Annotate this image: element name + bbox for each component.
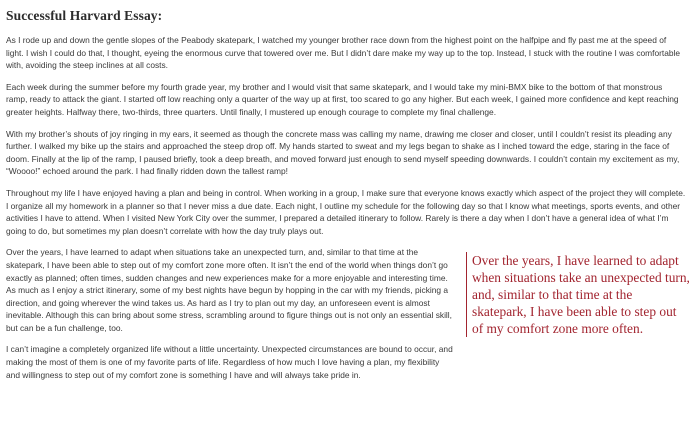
pull-quote-text: Over the years, I have learned to adapt when situations take an unexpected turn, and, similar to that time at the skatepark, I have been able to step out of my comfort zone more often. — [472, 253, 690, 337]
pull-quote — [466, 252, 690, 337]
essay-paragraph-3: With my brother’s shouts of joy ringing in my ears, it seemed as though the concrete mass was calling my name, drawing me closer and closer, until I couldn’t resist its pleading any further. I walked my bike up the stairs and approached the steep drop off. My hands started to sweat and my legs began to shake as I inched toward the edge, staring in the face of doom. Finally at the lip of the ramp, I paused briefly, took a deep breath, and moved forward just enough to send myself speeding downwards. I couldn’t contain my excitement as my, “Woooo!” echoed around the park. I had finally ridden down the tallest ramp! — [6, 128, 680, 177]
essay-paragraph-2: Each week during the summer before my fourth grade year, my brother and I would visit that same skatepark, and I would take my mini-BMX bike to the bottom of that monstrous ramp, ready to attack the giant. I started off low reaching only a quarter of the way up at first, too scared to go any higher. But each week, I gained more confidence and kept reaching greater heights. Halfway there, two-thirds, three quarters. Until finally, I mustered up enough courage to complete my final challenge. — [6, 81, 679, 117]
split-text-column — [6, 246, 454, 390]
essay-paragraph-1: As I rode up and down the gentle slopes of the Peabody skatepark, I watched my younger brother race down from the highest point on the halfpipe and fly past me at the speed of light. I wish I could do that, I thought, eyeing the enormous curve that towered over me. But I didn’t dare make my way up to the top. Instead, I stuck with the routine I was comfortable with, avoiding the steep inclines at all costs. — [6, 35, 681, 71]
essay-title: Successful Harvard Essay: — [6, 8, 163, 23]
essay-paragraph-4: Throughout my life I have enjoyed having a plan and being in control. When working in a group, I make sure that everyone knows exactly which aspect of the project they will complete. I organize all my homework in a planner so that I never miss a due date. Each night, I outline my schedule for the following day so that I know what meetings, sports events, and other activities I have to attend. When I visited New York City over the summer, I prepared a detailed itinerary to follow. Rarely is there a day when I don’t have a general idea of what I’m going to do, but sometimes my plan doesn’t correlate with how the day truly plays out. — [6, 187, 686, 236]
essay-paragraph-5: Over the years, I have learned to adapt when situations take an unexpected turn, and, similar to that time at the skatepark, I have been able to step out of my comfort zone more often. It isn’t the end of the world when things don’t go exactly as planned; often times, sudden changes and new experiences make for a more enjoyable and interesting time. As much as I enjoy a strict itinerary, some of my best nights have begun by hopping in the car with my friends, picking a direction, and going wherever the wind takes us. As hard as I try to plan out my day, an unforeseen event is almost inevitable. Although this can bring about some stress, scrambling around to figure things out is not only an essential skill, but can be a fun challenge, too. — [6, 247, 452, 333]
essay-paragraph-6: I can’t imagine a completely organized life without a little uncertainty. Unexpected circumstances are bound to occur, and making the most of them is one of my favorite parts of life. Regardless of how much I love having a plan, my flexibility and willingness to step out of my comfort zone is something I have and will always take pride in. — [6, 344, 453, 380]
split-section — [6, 246, 690, 390]
